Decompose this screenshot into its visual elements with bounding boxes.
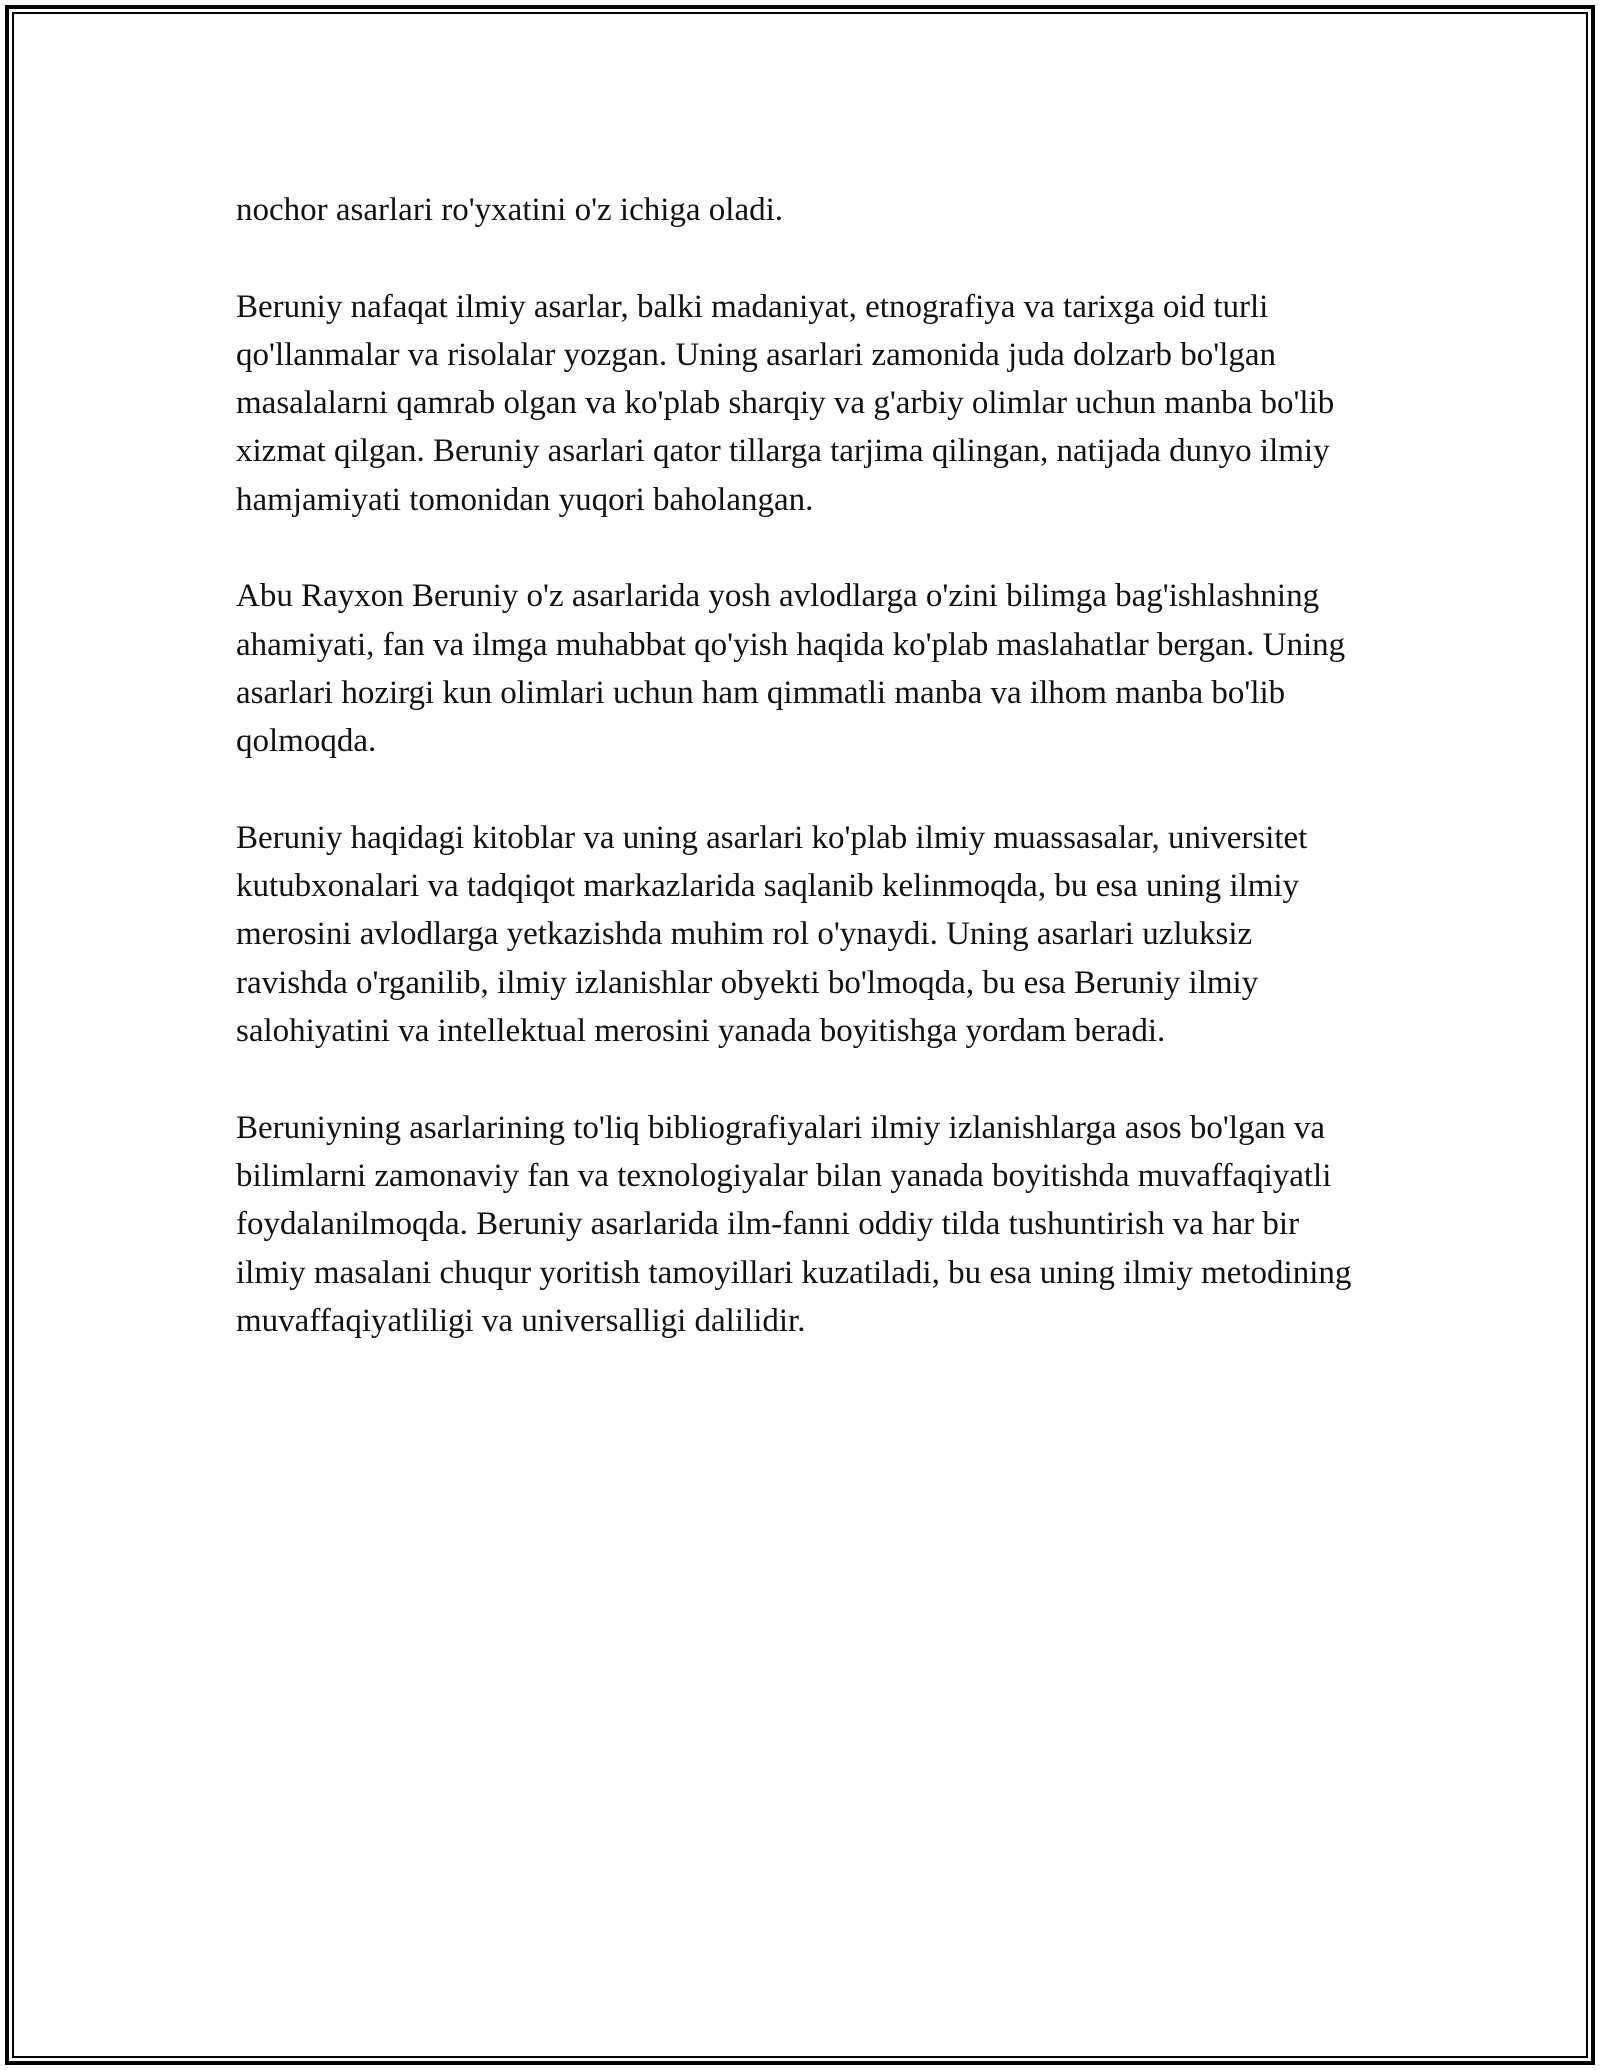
paragraph-2: Beruniy nafaqat ilmiy asarlar, balki madaniyat, etnografiya va tarixga oid turli qo'llanmalar va risolalar yozgan. Uning asarlari zamonida juda dolzarb bo'lgan masalalarni qamrab olgan va ko'plab sharqiy va g'arbiy olimlar uchun manba bo'lib xizmat qilgan. Beruniy asarlari qator tillarga tarjima qilingan, natijada dunyo ilmiy hamjamiyati tomonidan yuqori baholangan. [236,288,1335,518]
paragraph-4: Beruniy haqidagi kitoblar va uning asarlari ko'plab ilmiy muassasalar, universitet kutubxonalari va tadqiqot markazlarida saqlanib kelinmoqda, bu esa uning ilmiy merosini avlodlarga yetkazishda muhim rol o'ynaydi. Uning asarlari uzluksiz ravishda o'rganilib, ilmiy izlanishlar obyekti bo'lmoqda, bu esa Beruniy ilmiy salohiyatini va intellektual merosini yanada boyitishga yordam beradi. [236,819,1308,1050]
paragraph-3: Abu Rayxon Beruniy o'z asarlarida yosh avlodlarga o'zini bilimga bag'ishlashning ahamiyati, fan va ilmga muhabbat qo'yish haqida ko'plab maslahatlar bergan. Uning asarlari hozirgi kun olimlari uchun ham qimmatli manba va ilhom manba bo'lib qolmoqda. [236,578,1346,760]
paragraph-5: Beruniyning asarlarining to'liq bibliografiyalari ilmiy izlanishlarga asos bo'lgan va bilimlarni zamonaviy fan va texnologiyalar bilan yanada boyitishda muvaffaqiyatli foydalanilmoqda. Beruniy asarlarida ilm-fanni oddiy tilda tushuntirish va har bir ilmiy masalani chuqur yoritish tamoyillari kuzatiladi, bu esa uning ilmiy metodining muvaffaqiyatliligi va universalligi dalilidir. [236,1109,1352,1339]
document-body [236,186,1366,1393]
paragraph-1: nochor asarlari ro'yxatini o'z ichiga oladi. [236,192,784,228]
